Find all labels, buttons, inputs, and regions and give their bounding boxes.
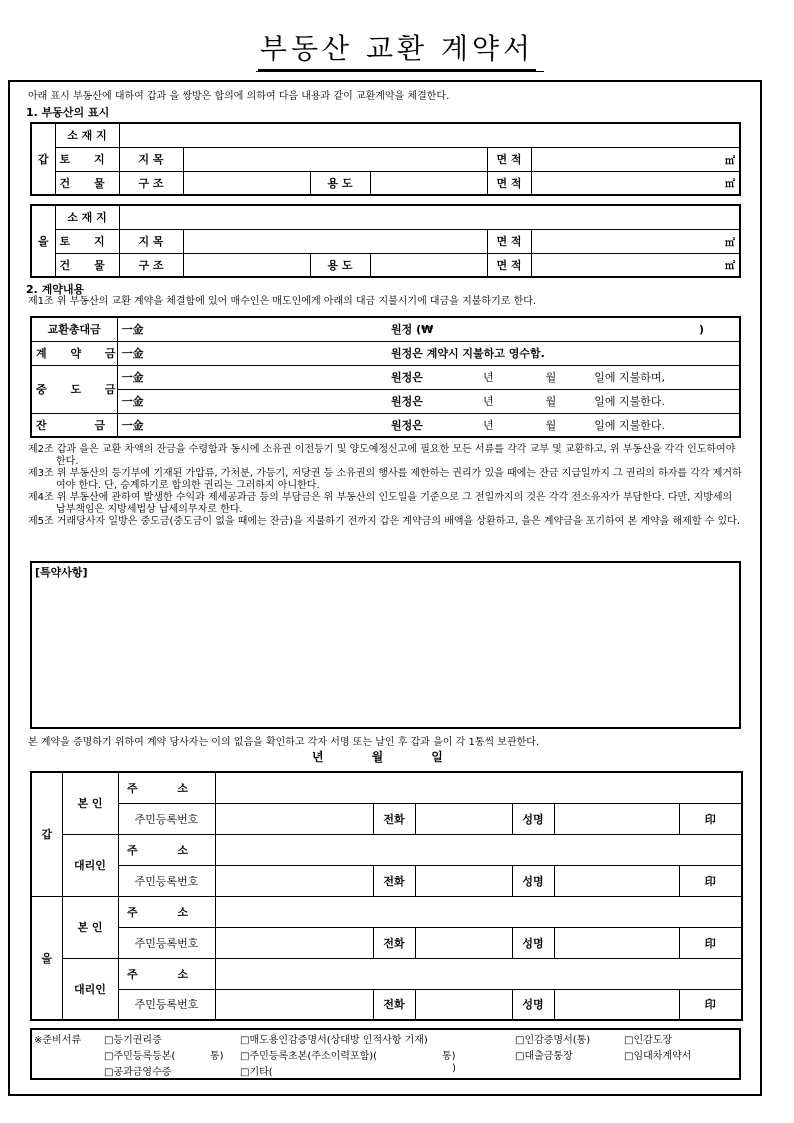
total-won-text: 원정 (₩ bbox=[387, 317, 449, 341]
middle-amount-field-1[interactable]: 一金 bbox=[117, 365, 387, 389]
phone-label: 전화 bbox=[373, 927, 415, 958]
total-label: 교환총대금 bbox=[31, 317, 117, 341]
building-area-field-b[interactable]: ㎡ bbox=[531, 253, 740, 277]
name-label: 성명 bbox=[512, 989, 554, 1020]
land-area-field-a[interactable]: ㎡ bbox=[531, 147, 740, 171]
land-area-field-b[interactable]: ㎡ bbox=[531, 229, 740, 253]
doc-other-close: ) bbox=[452, 1063, 456, 1074]
agent-label: 대리인 bbox=[62, 958, 118, 1020]
use-field-b[interactable] bbox=[370, 253, 487, 277]
land-area-label: 면 적 bbox=[487, 229, 531, 253]
b-agent-address[interactable] bbox=[215, 958, 742, 989]
middle-amount-field-2[interactable]: 一金 bbox=[117, 389, 387, 413]
address-label: 주 소 bbox=[118, 896, 215, 927]
address-label: 주 소 bbox=[118, 772, 215, 803]
signature-table bbox=[30, 771, 743, 1021]
month-text: 월 bbox=[545, 395, 557, 408]
principal-label: 본 인 bbox=[62, 896, 118, 958]
name-label: 성명 bbox=[512, 927, 554, 958]
building-area-label: 면 적 bbox=[487, 253, 531, 277]
structure-label: 구 조 bbox=[119, 171, 183, 195]
deposit-label: 계 약 금 bbox=[31, 341, 117, 365]
name-label: 성명 bbox=[512, 865, 554, 896]
year-text: 년 bbox=[483, 371, 494, 384]
resident-no-label: 주민등록번호 bbox=[118, 989, 215, 1020]
building-label: 건 물 bbox=[55, 253, 119, 277]
resident-no-label: 주민등록번호 bbox=[118, 803, 215, 834]
resident-no-label: 주민등록번호 bbox=[118, 865, 215, 896]
building-area-field-a[interactable]: ㎡ bbox=[531, 171, 740, 195]
building-label: 건 물 bbox=[55, 171, 119, 195]
a-principal-phone[interactable] bbox=[415, 803, 512, 834]
phone-label: 전화 bbox=[373, 865, 415, 896]
section2-heading: 2. 계약내용 bbox=[26, 283, 85, 296]
balance-date[interactable] bbox=[449, 413, 740, 437]
day-text: 일에 지불한다. bbox=[594, 395, 666, 408]
a-agent-resident-no[interactable] bbox=[215, 865, 373, 896]
required-documents-box bbox=[30, 1028, 741, 1080]
balance-amount-field[interactable]: 一金 bbox=[117, 413, 387, 437]
middle-date-1[interactable] bbox=[449, 365, 740, 389]
phone-label: 전화 bbox=[373, 803, 415, 834]
middle-won-text-2: 원정은 bbox=[387, 389, 449, 413]
doc-seal-cert[interactable]: □인감증명서(통) bbox=[515, 1035, 591, 1046]
name-label: 성명 bbox=[512, 803, 554, 834]
location-field-a[interactable] bbox=[119, 123, 740, 147]
article-5: 제5조 거래당사자 일방은 중도금(중도금이 없을 때에는 잔금)을 지불하기 전까지 갑은 계약금의 배액을 상환하고, 을은 계약금을 포기하여 본 계약을 해제할 수 있다. bbox=[28, 516, 740, 527]
doc-other[interactable]: □기타( bbox=[240, 1067, 273, 1078]
article-1: 제1조 위 부동산의 교환 계약을 체결함에 있어 매수인은 매도인에게 아래의 대금 지불시기에 대금을 지불하기로 한다. bbox=[28, 296, 537, 307]
b-principal-address[interactable] bbox=[215, 896, 742, 927]
year-text: 년 bbox=[312, 750, 324, 764]
doc-seller-seal-cert[interactable]: □매도용인감증명서(상대방 인적사항 기재) bbox=[240, 1035, 428, 1046]
special-terms-box[interactable] bbox=[30, 561, 741, 729]
deposit-amount-field[interactable]: 一金 bbox=[117, 341, 387, 365]
phone-label: 전화 bbox=[373, 989, 415, 1020]
year-text: 년 bbox=[483, 418, 494, 432]
closing-text: 본 계약을 증명하기 위하여 계약 당사자는 이의 없음을 확인하고 각자 서명 또는 날인 후 갑과 을이 각 1통씩 보관한다. bbox=[28, 737, 540, 748]
doc-seal-stamp[interactable]: □인감도장 bbox=[624, 1035, 673, 1046]
structure-field-a[interactable] bbox=[183, 171, 310, 195]
doc-resident-abstract[interactable]: □주민등록초본(주소이력포함)( bbox=[240, 1051, 378, 1062]
property-table-b bbox=[30, 204, 741, 278]
a-agent-address[interactable] bbox=[215, 834, 742, 865]
b-principal-phone[interactable] bbox=[415, 927, 512, 958]
address-label: 주 소 bbox=[118, 834, 215, 865]
use-field-a[interactable] bbox=[370, 171, 487, 195]
a-principal-name[interactable] bbox=[554, 803, 679, 834]
article-4: 제4조 위 부동산에 관하여 발생한 수익과 제세공과금 등의 부담금은 위 부동산의 인도일을 기준으로 그 전일까지의 것은 각각 전소유자가 부담한다. 다만, 지방세의 납부책임은 지방세법상 납세의무자로 한다. bbox=[28, 492, 733, 515]
sign-party-a-label: 갑 bbox=[31, 772, 62, 896]
doc-lease-contract[interactable]: □임대차계약서 bbox=[624, 1051, 692, 1062]
day-text: 일에 지불한다. bbox=[594, 418, 666, 432]
sign-party-b-label: 을 bbox=[31, 896, 62, 1020]
doc-utility-receipt[interactable]: □공과금영수증 bbox=[104, 1067, 172, 1078]
section1-heading: 1. 부동산의 표시 bbox=[26, 106, 110, 119]
a-agent-name[interactable] bbox=[554, 865, 679, 896]
resident-no-label: 주민등록번호 bbox=[118, 927, 215, 958]
property-table-a bbox=[30, 122, 741, 196]
title-underline bbox=[256, 71, 544, 72]
building-area-label: 면 적 bbox=[487, 171, 531, 195]
land-label: 토 지 bbox=[55, 229, 119, 253]
month-text: 월 bbox=[371, 750, 384, 764]
seal-mark: 印 bbox=[679, 865, 742, 896]
middle-won-text-1: 원정은 bbox=[387, 365, 449, 389]
a-principal-resident-no[interactable] bbox=[215, 803, 373, 834]
a-agent-phone[interactable] bbox=[415, 865, 512, 896]
day-text: 일 bbox=[431, 750, 443, 764]
articles bbox=[28, 444, 744, 528]
document-title: 부동산 교환 계약서 bbox=[0, 32, 794, 71]
doc-resident-copy[interactable]: □주민등록등본( bbox=[104, 1051, 176, 1062]
b-agent-name[interactable] bbox=[554, 989, 679, 1020]
seal-mark: 印 bbox=[679, 989, 742, 1020]
principal-label: 본 인 bbox=[62, 772, 118, 834]
b-agent-resident-no[interactable] bbox=[215, 989, 373, 1020]
location-label: 소 재 지 bbox=[55, 205, 119, 229]
middle-label: 중 도 금 bbox=[31, 365, 117, 413]
article-2: 제2조 갑과 을은 교환 차액의 잔금을 수령함과 동시에 소유권 이전등기 및 양도예정신고에 필요한 모든 서류를 각각 교부 및 교환하고, 위 부동산을 각각 인도하여야 한다. bbox=[28, 444, 736, 467]
location-field-b[interactable] bbox=[119, 205, 740, 229]
a-principal-address[interactable] bbox=[215, 772, 742, 803]
article-3: 제3조 위 부동산의 등기부에 기재된 가압류, 가처분, 가등기, 저당권 등 소유권의 행사를 제한하는 권리가 있을 때에는 잔금 지급일까지 그 권리의 하자를 각각 제거하여야 한다. 단, 승계하기로 합의한 권리는 그러하지 아니한다. bbox=[28, 468, 742, 491]
agent-label: 대리인 bbox=[62, 834, 118, 896]
structure-label: 구 조 bbox=[119, 253, 183, 277]
payment-table bbox=[30, 316, 741, 438]
use-label: 용 도 bbox=[310, 253, 370, 277]
land-area-label: 면 적 bbox=[487, 147, 531, 171]
seal-mark: 印 bbox=[679, 927, 742, 958]
contract-date[interactable] bbox=[312, 751, 443, 763]
special-terms-label: [특약사항] bbox=[35, 566, 88, 579]
middle-date-2[interactable] bbox=[449, 389, 740, 413]
day-text: 일에 지불하며, bbox=[594, 371, 666, 384]
jimok-label: 지 목 bbox=[119, 147, 183, 171]
doc-registration-cert[interactable]: □등기권리증 bbox=[104, 1035, 162, 1046]
b-principal-name[interactable] bbox=[554, 927, 679, 958]
month-text: 월 bbox=[545, 418, 557, 432]
party-b-label: 을 bbox=[31, 205, 55, 277]
doc-resident-abstract-count: 통) bbox=[442, 1051, 456, 1062]
jimok-field-a[interactable] bbox=[183, 147, 487, 171]
seal-mark: 印 bbox=[679, 803, 742, 834]
land-label: 토 지 bbox=[55, 147, 119, 171]
year-text: 년 bbox=[483, 395, 494, 408]
doc-loan-passbook[interactable]: □대출금통장 bbox=[515, 1051, 573, 1062]
intro-text: 아래 표시 부동산에 대하여 갑과 을 쌍방은 합의에 의하여 다음 내용과 같이 교환계약을 체결한다. bbox=[28, 91, 450, 102]
balance-won-text: 원정은 bbox=[387, 413, 449, 437]
location-label: 소 재 지 bbox=[55, 123, 119, 147]
address-label: 주 소 bbox=[118, 958, 215, 989]
b-principal-resident-no[interactable] bbox=[215, 927, 373, 958]
use-label: 용 도 bbox=[310, 171, 370, 195]
jimok-label: 지 목 bbox=[119, 229, 183, 253]
deposit-won-text: 원정은 계약시 지불하고 영수함. bbox=[387, 341, 740, 365]
month-text: 월 bbox=[545, 371, 557, 384]
total-close-paren: ) bbox=[449, 317, 740, 341]
b-agent-phone[interactable] bbox=[415, 989, 512, 1020]
doc-resident-copy-count: 통) bbox=[210, 1051, 224, 1062]
total-amount-field[interactable]: 一金 bbox=[117, 317, 387, 341]
balance-label: 잔 금 bbox=[31, 413, 117, 437]
structure-field-b[interactable] bbox=[183, 253, 310, 277]
party-a-label: 갑 bbox=[31, 123, 55, 195]
jimok-field-b[interactable] bbox=[183, 229, 487, 253]
docs-label: ※준비서류 bbox=[34, 1035, 82, 1046]
